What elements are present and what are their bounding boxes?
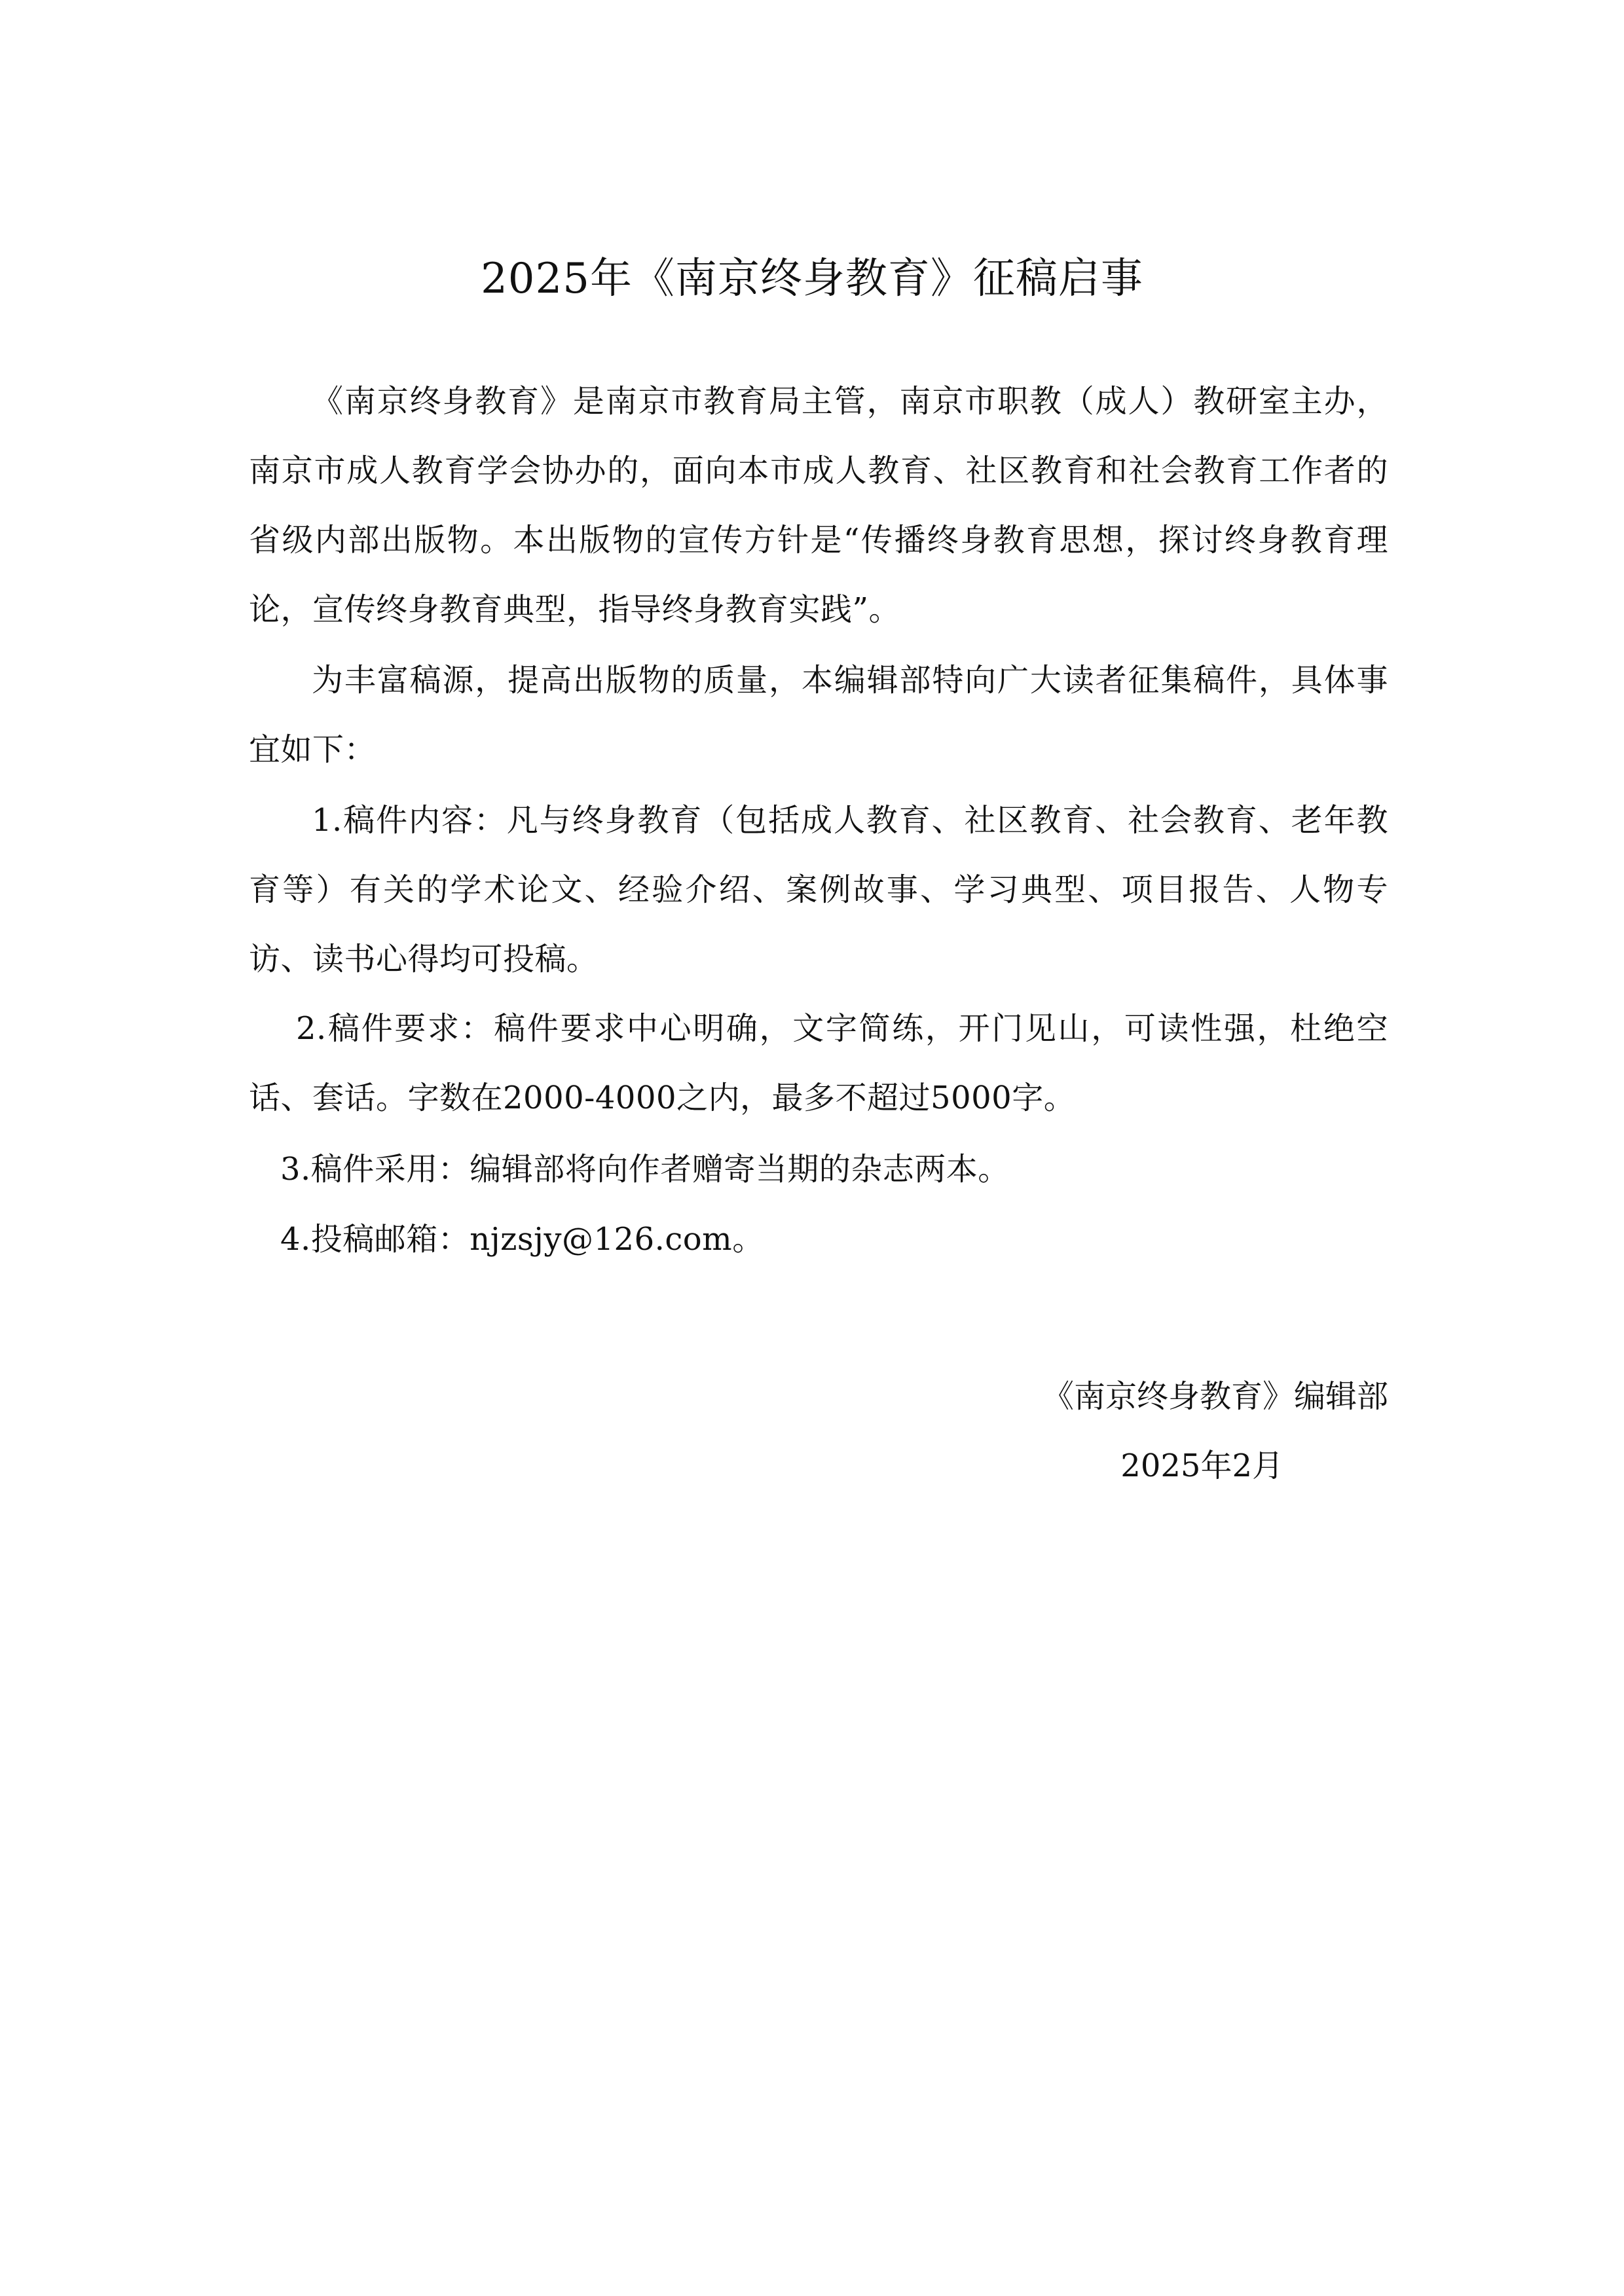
paragraph-purpose: 为丰富稿源，提高出版物的质量，本编辑部特向广大读者征集稿件，具体事宜如下： (249, 662, 1388, 768)
paragraph-item-email: 4.投稿邮箱：njzsjy@126.com。 (280, 1221, 764, 1258)
paragraph-intro: 《南京终身教育》是南京市教育局主管，南京市职教（成人）教研室主办，南京市成人教育学会协办的，面向本市成人教育、社区教育和社会教育工作者的省级内部出版物。本出版物的宣传方针是“传播终身教育思想，探讨终身教育理论，宣传终身教育典型，指导终身教育实践”。 (249, 383, 1388, 628)
issue-date: 2025年2月 (1120, 1448, 1283, 1484)
signature: 《南京终身教育》编辑部 (1042, 1378, 1388, 1415)
paragraph-item-content: 1.稿件内容：凡与终身教育（包括成人教育、社区教育、社会教育、老年教育等）有关的学术论文、经验介绍、案例故事、学习典型、项目报告、人物专访、读书心得均可投稿。 (249, 802, 1388, 977)
document-title: 2025年《南京终身教育》征稿启事 (481, 255, 1143, 303)
paragraph-item-requirements: 2.稿件要求：稿件要求中心明确，文字简练，开门见山，可读性强，杜绝空话、套话。字数在2000-4000之内，最多不超过5000字。 (249, 1010, 1388, 1116)
paragraph-item-adoption: 3.稿件采用：编辑部将向作者赠寄当期的杂志两本。 (280, 1151, 1010, 1188)
